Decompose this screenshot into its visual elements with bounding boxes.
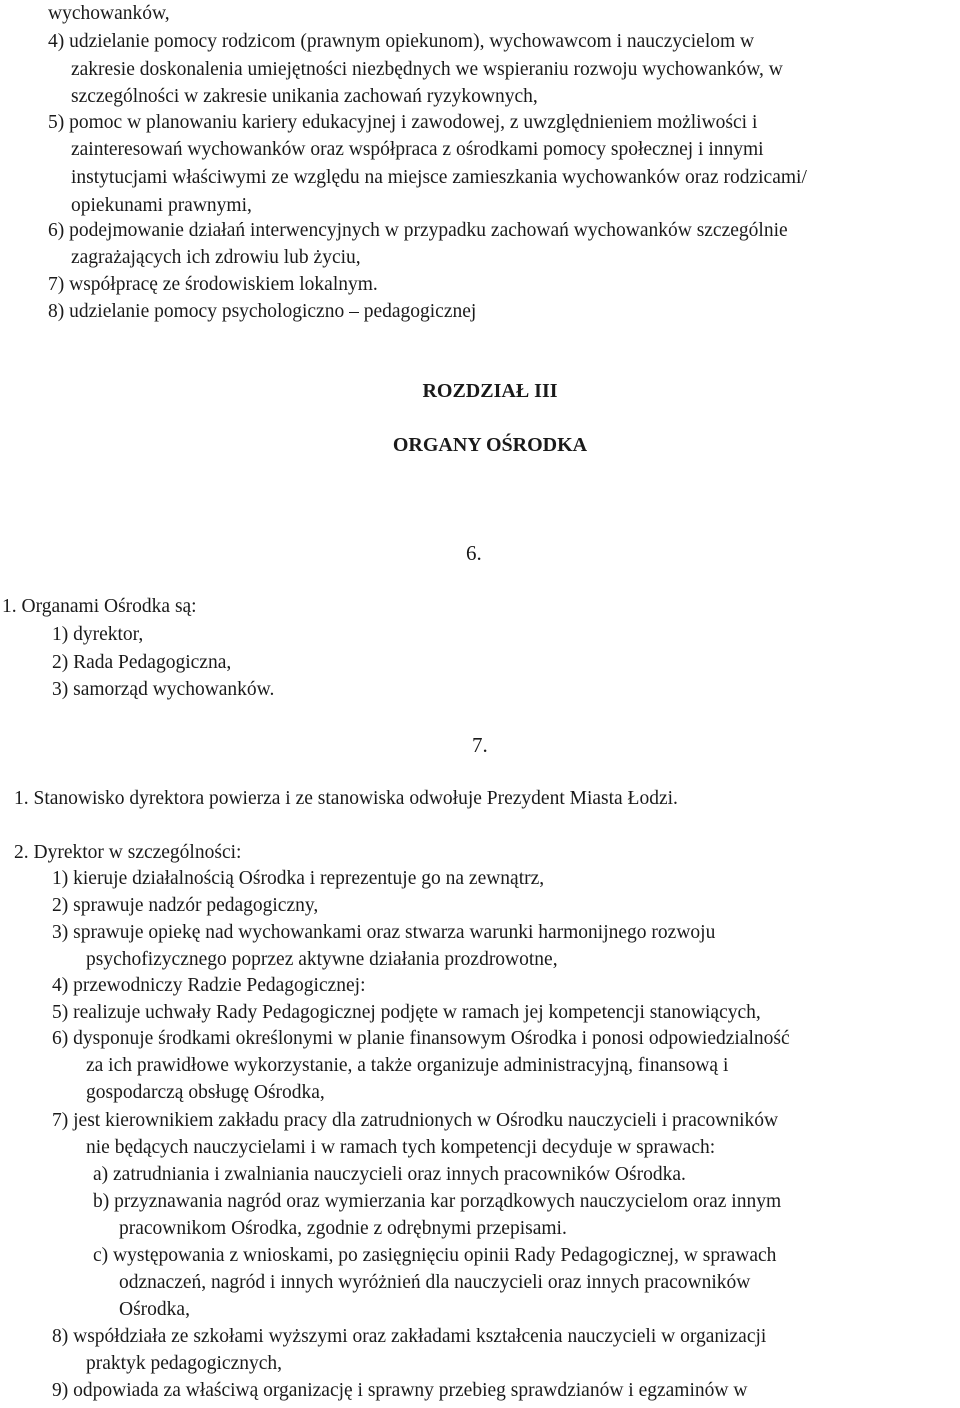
text-line: 1. Organami Ośrodka są:	[2, 596, 197, 617]
text-line: pracownikom Ośrodka, zgodnie z odrębnymi przepisami.	[119, 1218, 567, 1239]
text-line: 1) kieruje działalnością Ośrodka i reprezentuje go na zewnątrz,	[52, 868, 545, 889]
text-line: 9) odpowiada za właściwą organizację i sprawny przebieg sprawdzianów i egzaminów w	[52, 1380, 748, 1401]
text-line: nie będących nauczycielami i w ramach tych kompetencji decyduje w sprawach:	[86, 1137, 716, 1158]
text-line: 8) współdziała ze szkołami wyższymi oraz zakładami kształcenia nauczycieli w organizacji	[52, 1326, 767, 1347]
text-line: 2. Dyrektor w szczególności:	[14, 842, 242, 863]
paragraph-marker: 6.	[466, 541, 482, 565]
text-line: 2) sprawuje nadzór pedagogiczny,	[52, 895, 319, 916]
text-line: 4) przewodniczy Radzie Pedagogicznej:	[52, 975, 366, 996]
text-line: praktyk pedagogicznych,	[86, 1353, 283, 1374]
text-line: gospodarczą obsługę Ośrodka,	[86, 1082, 325, 1103]
text-line: opiekunami prawnymi,	[71, 195, 252, 216]
paragraph-marker: 7.	[472, 733, 488, 757]
text-line: a) zatrudniania i zwalniania nauczycieli oraz innych pracowników Ośrodka.	[93, 1164, 686, 1185]
text-line: 4) udzielanie pomocy rodzicom (prawnym opiekunom), wychowawcom i nauczycielom w	[48, 31, 755, 52]
text-line: zainteresowań wychowanków oraz współpraca z ośrodkami pomocy społecznej i innymi	[71, 139, 764, 160]
text-line: 6) podejmowanie działań interwencyjnych w przypadku zachowań wychowanków szczególnie	[48, 220, 788, 241]
text-line: 1. Stanowisko dyrektora powierza i ze stanowiska odwołuje Prezydent Miasta Łodzi.	[14, 788, 678, 809]
text-line: zakresie doskonalenia umiejętności niezbędnych we wspieraniu rozwoju wychowanków, w	[71, 59, 783, 80]
text-line: 2) Rada Pedagogiczna,	[52, 652, 232, 673]
chapter-number: ROZDZIAŁ III	[422, 380, 558, 402]
text-line: odznaczeń, nagród i innych wyróżnień dla nauczycieli oraz innych pracowników	[119, 1272, 751, 1293]
text-line: 5) pomoc w planowaniu kariery edukacyjnej i zawodowej, z uwzględnieniem możliwości i	[48, 112, 758, 133]
text-line: za ich prawidłowe wykorzystanie, a także organizuje administracyjną, finansową i	[86, 1055, 729, 1076]
chapter-title: ORGANY OŚRODKA	[392, 434, 588, 456]
text-line: instytucjami właściwymi ze względu na miejsce zamieszkania wychowanków oraz rodzicami/	[71, 167, 807, 188]
text-line: wychowanków,	[48, 3, 170, 24]
text-line: 3) samorząd wychowanków.	[52, 679, 275, 700]
text-line: szczególności w zakresie unikania zachowań ryzykownych,	[71, 86, 538, 107]
text-line: 3) sprawuje opiekę nad wychowankami oraz stwarza warunki harmonijnego rozwoju	[52, 922, 716, 943]
text-line: Ośrodka,	[119, 1299, 190, 1320]
text-line: 6) dysponuje środkami określonymi w planie finansowym Ośrodka i ponosi odpowiedzialność	[52, 1028, 790, 1049]
text-line: 1) dyrektor,	[52, 624, 144, 645]
text-line: c) występowania z wnioskami, po zasięgnięciu opinii Rady Pedagogicznej, w sprawach	[93, 1245, 777, 1266]
text-line: 7) współpracę ze środowiskiem lokalnym.	[48, 274, 378, 295]
text-line: 5) realizuje uchwały Rady Pedagogicznej podjęte w ramach jej kompetencji stanowiących,	[52, 1002, 761, 1023]
text-line: 8) udzielanie pomocy psychologiczno – pedagogicznej	[48, 301, 477, 322]
text-line: psychofizycznego poprzez aktywne działania prozdrowotne,	[86, 949, 558, 970]
text-line: 7) jest kierownikiem zakładu pracy dla zatrudnionych w Ośrodku nauczycieli i pracowników	[52, 1110, 779, 1131]
text-line: b) przyznawania nagród oraz wymierzania kar porządkowych nauczycielom oraz innym	[93, 1191, 782, 1212]
text-line: zagrażających ich zdrowiu lub życiu,	[71, 247, 361, 268]
